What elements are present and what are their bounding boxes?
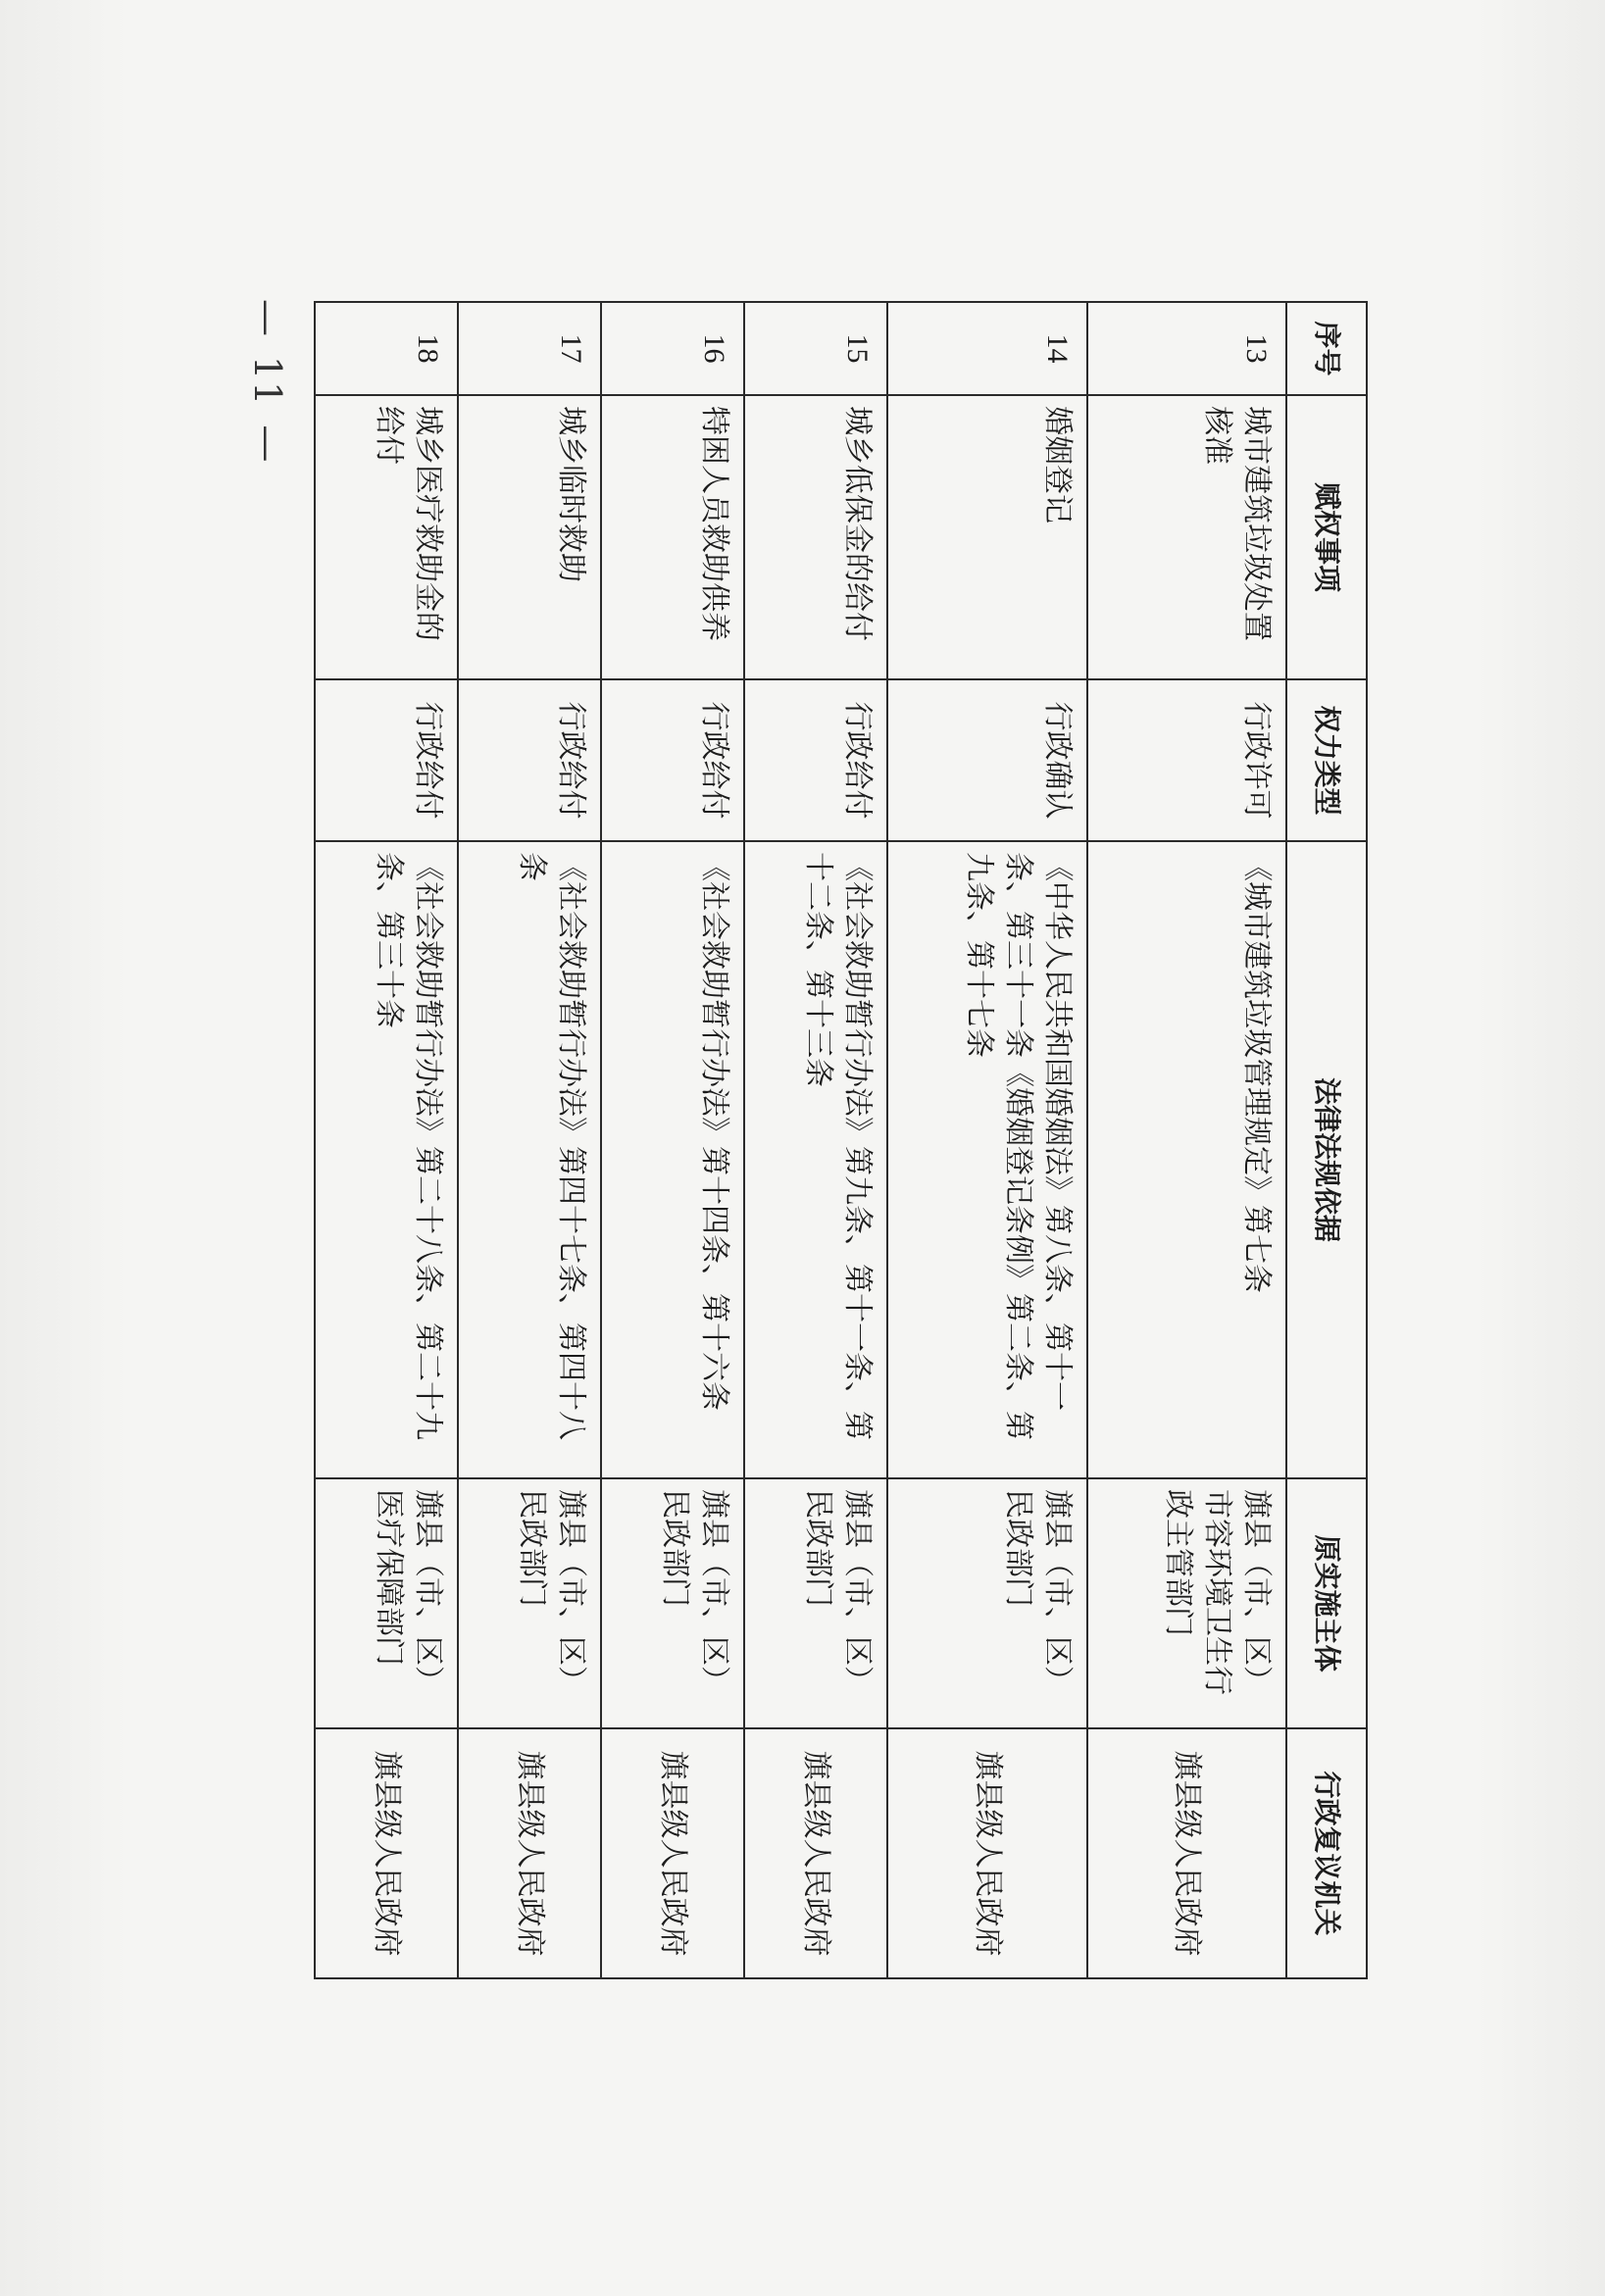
cell-law: 《社会救助暂行办法》第四十七条、第四十八条 xyxy=(458,841,601,1478)
header-item: 赋权事项 xyxy=(1286,395,1367,679)
rotated-content xyxy=(162,281,1378,2252)
table-header xyxy=(1286,302,1367,1978)
cell-org: 旗县（市、区）民政部门 xyxy=(458,1478,601,1728)
cell-org: 旗县（市、区）民政部门 xyxy=(744,1478,887,1728)
cell-type: 行政给付 xyxy=(601,679,744,841)
table-row xyxy=(601,302,744,1978)
cell-law: 《城市建筑垃圾管理规定》第七条 xyxy=(1087,841,1286,1478)
cell-seq: 18 xyxy=(315,302,458,395)
cell-seq: 15 xyxy=(744,302,887,395)
page-number-value: 11 xyxy=(246,356,289,408)
cell-type: 行政给付 xyxy=(744,679,887,841)
cell-item: 城乡临时救助 xyxy=(458,395,601,679)
page-number-dash-left: — xyxy=(246,299,289,338)
page-number-dash-right: — xyxy=(246,424,289,465)
table-row xyxy=(458,302,601,1978)
cell-item: 城乡低保金的给付 xyxy=(744,395,887,679)
header-law: 法律法规依据 xyxy=(1286,841,1367,1478)
cell-seq: 14 xyxy=(887,302,1086,395)
cell-type: 行政许可 xyxy=(1087,679,1286,841)
table-row xyxy=(1087,302,1286,1978)
cell-review: 旗县级人民政府 xyxy=(458,1728,601,1978)
table-row xyxy=(744,302,887,1978)
table-body xyxy=(315,302,1286,1978)
cell-review: 旗县级人民政府 xyxy=(315,1728,458,1978)
cell-law: 《社会救助暂行办法》第十四条、第十六条 xyxy=(601,841,744,1478)
cell-item: 婚姻登记 xyxy=(887,395,1086,679)
cell-item: 特困人员救助供养 xyxy=(601,395,744,679)
cell-review: 旗县级人民政府 xyxy=(887,1728,1086,1978)
cell-org: 旗县（市、区）民政部门 xyxy=(601,1478,744,1728)
cell-law: 《中华人民共和国婚姻法》第八条、第十一条、第三十一条《婚姻登记条例》第二条、第九条、第十七条 xyxy=(887,841,1086,1478)
page-number xyxy=(246,281,289,2252)
cell-org: 旗县（市、区）市容环境卫生行政主管部门 xyxy=(1087,1478,1286,1728)
cell-org: 旗县（市、区）医疗保障部门 xyxy=(315,1478,458,1728)
header-org: 原实施主体 xyxy=(1286,1478,1367,1728)
cell-item: 城市建筑垃圾处置核准 xyxy=(1087,395,1286,679)
cell-seq: 16 xyxy=(601,302,744,395)
cell-type: 行政确认 xyxy=(887,679,1086,841)
cell-law: 《社会救助暂行办法》第九条、第十一条、第十二条、第十三条 xyxy=(744,841,887,1478)
header-review: 行政复议机关 xyxy=(1286,1728,1367,1978)
cell-review: 旗县级人民政府 xyxy=(1087,1728,1286,1978)
table-row xyxy=(887,302,1086,1978)
header-type: 权力类型 xyxy=(1286,679,1367,841)
cell-type: 行政给付 xyxy=(315,679,458,841)
cell-item: 城乡医疗救助金的给付 xyxy=(315,395,458,679)
cell-review: 旗县级人民政府 xyxy=(744,1728,887,1978)
cell-review: 旗县级人民政府 xyxy=(601,1728,744,1978)
cell-seq: 13 xyxy=(1087,302,1286,395)
header-row xyxy=(1286,302,1367,1978)
table-row xyxy=(315,302,458,1978)
cell-org: 旗县（市、区）民政部门 xyxy=(887,1478,1086,1728)
empowerment-table xyxy=(314,301,1368,1979)
cell-type: 行政给付 xyxy=(458,679,601,841)
header-seq: 序号 xyxy=(1286,302,1367,395)
cell-seq: 17 xyxy=(458,302,601,395)
cell-law: 《社会救助暂行办法》第二十八条、第二十九条、第三十条 xyxy=(315,841,458,1478)
